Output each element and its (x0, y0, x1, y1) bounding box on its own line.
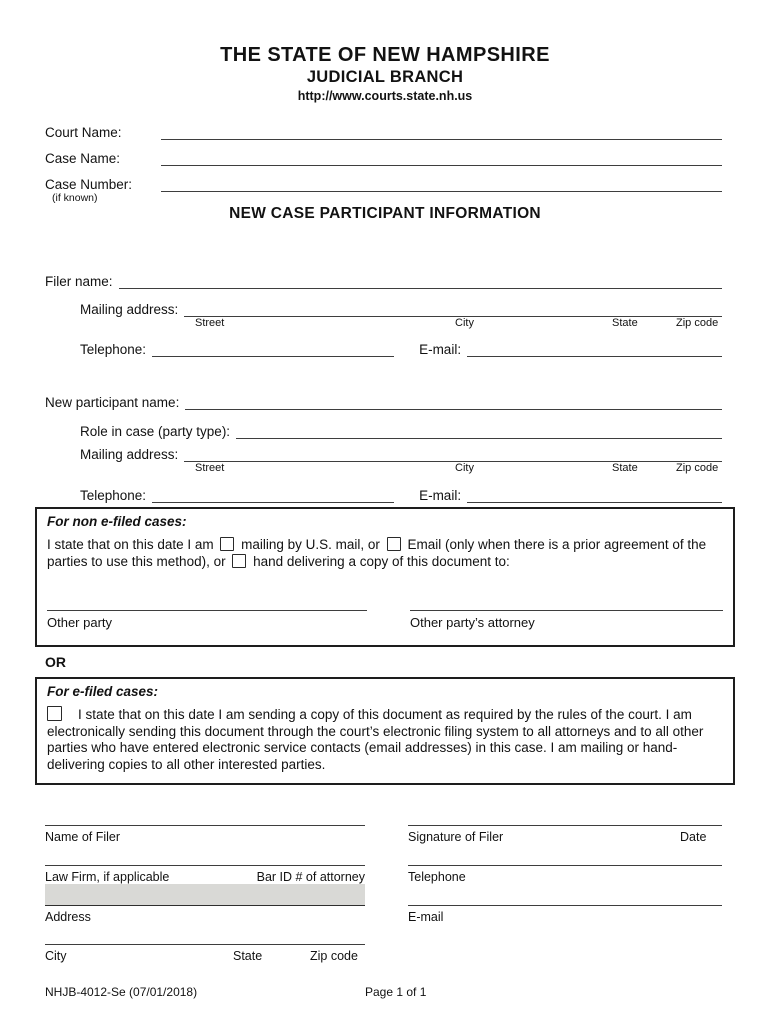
filer-name-field[interactable] (119, 273, 722, 289)
participant-street-label: Street (195, 462, 225, 474)
mailing-checkbox[interactable] (220, 537, 234, 551)
address-shaded-field[interactable] (45, 884, 365, 906)
filer-state-label: State (612, 317, 638, 329)
participant-telephone-label: Telephone: (80, 488, 147, 503)
case-number-label: Case Number: (45, 177, 133, 192)
filer-city-label: City (455, 317, 474, 329)
hand-delivery-checkbox[interactable] (232, 554, 246, 568)
participant-city-label: City (455, 462, 474, 474)
filer-name-label: Filer name: (45, 274, 113, 289)
case-number-field[interactable] (161, 176, 722, 192)
participant-name-label: New participant name: (45, 395, 180, 410)
participant-address-column-headers (0, 462, 770, 475)
non-efiled-cases-box (35, 507, 735, 647)
other-party-attorney-field[interactable] (410, 610, 723, 611)
non-efiled-seg1: I state that on this date I am (47, 537, 214, 552)
law-firm-label: Law Firm, if applicable (45, 870, 170, 884)
participant-role-field[interactable] (236, 423, 722, 439)
filer-street-label: Street (195, 317, 225, 329)
email-block (408, 905, 722, 924)
if-known-note: (if known) (52, 192, 98, 204)
filer-email-field[interactable] (467, 341, 722, 357)
signature-email-label: E-mail (408, 910, 444, 924)
participant-name-field[interactable] (185, 394, 722, 410)
non-efiled-seg3: Email (only when there is a prior agreement of the parties to use this method), or (47, 537, 707, 569)
participant-zip-label: Zip code (676, 462, 719, 474)
non-efiled-statement (47, 536, 723, 570)
participant-mailing-address-field[interactable] (184, 446, 722, 462)
participant-role-label: Role in case (party type): (80, 424, 231, 439)
signature-telephone-label: Telephone (408, 870, 466, 884)
filer-mailing-address-field[interactable] (184, 301, 722, 317)
other-party-label: Other party (47, 615, 113, 630)
non-efiled-seg4: hand delivering a copy of this document to: (253, 554, 510, 569)
filer-email-label: E-mail: (419, 342, 462, 357)
court-name-label: Court Name: (45, 125, 122, 140)
efiled-statement: I state that on this date I am sending a copy of this document as required by the rules of the court. I am electronically sending this document through the court’s electronic filing system to all attorneys and to all other parties who have entered electronic service contacts (email addresses) in this case. I am mailing or hand-delivering copies to all other interested parties. (47, 707, 704, 772)
participant-state-label: State (612, 462, 638, 474)
participant-email-label: E-mail: (419, 488, 462, 503)
name-of-filer-block (45, 825, 365, 844)
page-title: THE STATE OF NEW HAMPSHIRE (220, 44, 550, 66)
judicial-branch-subtitle: JUDICIAL BRANCH (306, 68, 464, 86)
date-label: Date (680, 830, 707, 844)
email-checkbox[interactable] (387, 537, 401, 551)
case-name-field[interactable] (161, 150, 722, 166)
filer-address-column-headers (0, 317, 770, 330)
participant-email-field[interactable] (467, 487, 722, 503)
efiled-checkbox[interactable] (47, 706, 62, 721)
participant-mailing-address-label: Mailing address: (80, 447, 179, 462)
law-firm-block (45, 865, 365, 884)
non-efiled-seg2: mailing by U.S. mail, or (241, 537, 380, 552)
signature-of-filer-label: Signature of Filer (408, 830, 504, 844)
signature-city-label: City (45, 949, 67, 963)
name-of-filer-label: Name of Filer (45, 830, 121, 844)
telephone-block (408, 865, 722, 884)
efiled-statement-block (47, 706, 723, 773)
page-number: Page 1 of 1 (365, 985, 427, 999)
city-state-zip-block (45, 944, 365, 969)
form-title: NEW CASE PARTICIPANT INFORMATION (229, 205, 541, 222)
address-label: Address (45, 910, 91, 924)
other-party-field[interactable] (47, 610, 367, 611)
form-number: NHJB-4012-Se (07/01/2018) (45, 985, 198, 999)
filer-telephone-field[interactable] (152, 341, 394, 357)
or-label: OR (45, 654, 66, 670)
filer-telephone-label: Telephone: (80, 342, 147, 357)
court-website-url: http://www.courts.state.nh.us (297, 89, 473, 103)
efiled-cases-box (35, 677, 735, 785)
signature-zip-label: Zip code (310, 949, 358, 963)
other-party-attorney-label: Other party’s attorney (410, 615, 535, 630)
bar-id-label: Bar ID # of attorney (256, 870, 365, 884)
signature-of-filer-block (408, 825, 722, 844)
efiled-heading: For e-filed cases: (47, 684, 159, 699)
filer-zip-label: Zip code (676, 317, 719, 329)
signature-state-label: State (233, 949, 263, 963)
participant-telephone-field[interactable] (152, 487, 394, 503)
court-name-field[interactable] (161, 124, 722, 140)
case-name-label: Case Name: (45, 151, 121, 166)
non-efiled-heading: For non e-filed cases: (47, 514, 187, 529)
filer-mailing-address-label: Mailing address: (80, 302, 179, 317)
